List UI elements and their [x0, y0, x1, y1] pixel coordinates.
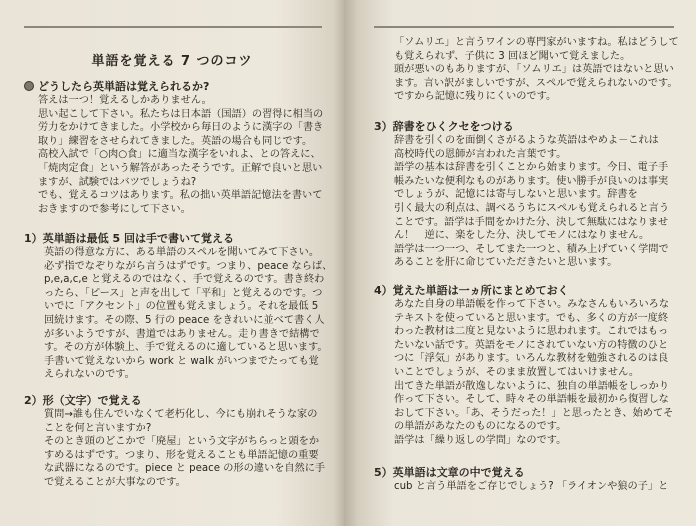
bullet-icon: [24, 81, 34, 91]
text-line: いことでしょうが、そのまま放置してはいけません。: [394, 366, 640, 378]
text-line: 必ず指でなぞりながら言うはずです。つまり、peace ならば、: [44, 260, 333, 272]
section-1-heading: 1）英単語は最低 5 回は手で書いて覚える: [24, 232, 234, 245]
text-line: 語学は「繰り返しの学問」なのです。: [394, 434, 567, 446]
top-rule: [24, 26, 322, 28]
text-line: 出てきた単語が散逸しないように、独自の単語帳をしっかり: [394, 380, 670, 392]
text-line: えられないのです。: [44, 369, 135, 381]
text-line: 高校入試で「○肉○食」に適当な漢字をいれよ、との答えに、: [38, 149, 321, 161]
text-line: 辞書を引くのを面倒くさがるような英語はやめよ－これは: [394, 135, 659, 146]
text-line: cub と言う単語をご存じでしょう? 「ライオンや狼の子」と: [394, 481, 669, 492]
text-line: ますが、試験ではバツでしょうね?: [38, 176, 197, 188]
continued-text: [394, 36, 679, 104]
text-line: ですから記憶に残りにくいのです。: [394, 91, 557, 103]
text-line: でも、覚えるコツはあります。私の拙い英単語記憶法を書いて: [38, 190, 323, 202]
text-line: 頭が悪いのもありますが、「ソムリエ」は英語ではないと思い: [394, 64, 674, 76]
section-1: [24, 232, 332, 382]
text-line: ったら、「ピース」と声を出して「平和」と覚えるのです。つ: [44, 287, 323, 299]
text-line: 労力をかけてきました。小学校から毎日のように漢字の「書き: [38, 122, 324, 134]
section-4-heading: 4）覚えた単語は一ヵ所にまとめておく: [374, 284, 569, 297]
section-2-heading: 2）形（文字）で覚える: [24, 394, 142, 407]
text-line: p,e,a,c,e と覚えるのではなく、手で覚えるのです。書き終わ: [44, 274, 325, 286]
text-line: ん！ 逆に、楽をした分、決してモノにはなりません。: [394, 230, 650, 242]
left-page: [0, 0, 344, 526]
text-line: でしょうが、記憶には寄与しないと思います。辞書を: [394, 189, 638, 201]
text-line: あなた自身の単語帳を作って下さい。みなさんもいろいろな: [394, 299, 670, 310]
top-rule: [374, 26, 674, 28]
text-line: 質問→誰も住んでいなくて老朽化し、今にも崩れそうな家の: [44, 409, 318, 420]
text-line: そのとき頭のどこかで「廃屋」という文字がちらっと頭をか: [44, 436, 320, 448]
text-line: 取り」練習をさせられてきました。英語の場合も同じです。: [38, 135, 313, 147]
text-line: おして下さい。「あ、そうだった！」と思ったとき、始めてそ: [394, 407, 674, 419]
text-line: わった教材は二度と見ないように思われます。これではもっ: [394, 326, 669, 338]
text-line: 回続けます。その際、5 行の peace をきれいに並べて書く人: [44, 314, 325, 326]
section-2: [24, 394, 325, 490]
text-line: が多いようですが、書道ではありません。走り書きで結構で: [44, 328, 320, 340]
text-line: 思い起こして下さい。私たちは日本語（国語）の習得に相当の: [38, 108, 324, 120]
text-line: す。その方が体験上、手で覚えるのに適していると思います。: [44, 342, 328, 354]
right-page: [344, 0, 696, 526]
text-line: 高校時代の恩師が言われた言葉です。: [394, 148, 567, 160]
intro-heading-text: どうしたら英単語は覚えられるか?: [38, 80, 210, 93]
text-line: 作って下さい。そして、時々その単語帳を最初から復習しな: [394, 394, 669, 406]
text-line: テキストを使っていると思います。でも、多くの方が一度終: [394, 312, 669, 324]
text-line: つに「浮気」があります。いろんな教材を勉強されるのは良: [394, 353, 669, 365]
text-line: 答えは一つ！覚えるしかありません。: [38, 95, 212, 106]
text-line: おきますので参考にして下さい。: [38, 203, 191, 215]
section-3: [374, 120, 669, 270]
section-3-heading: 3）辞書をひくクセをつける: [374, 120, 514, 133]
text-line: 帳みたいな便利なものがあります。使い勝手が良いのは事実: [394, 175, 669, 187]
text-line: ます。言い訳がましいですが、スペルで覚えられないのです。: [394, 77, 678, 89]
text-line: たいない話です。英語をモノにされていない方の特徴のひと: [394, 339, 669, 351]
section-5-heading: 5）英単語は文章の中で覚える: [374, 466, 525, 479]
text-line: も覚えられず、子供に 3 回ほど聞いて覚えました。: [394, 50, 631, 62]
text-line: ことを何と言いますか?: [44, 422, 152, 434]
text-line: で覚えることが大事なのです。: [44, 476, 186, 488]
intro-section: [24, 80, 323, 216]
text-line: いでに「アクセント」の位置も覚えましょう。それを最低 5: [44, 301, 319, 313]
text-line: 語学は一つ一つ、そしてまた一つと、積み上げていく学問で: [394, 243, 669, 255]
text-line: 手書いて覚えないから work と walk がいつまでたっても覚: [44, 355, 319, 367]
text-line: の単語があなたのものになるのです。: [394, 421, 567, 433]
text-line: な武器になるのです。piece と peace の形の違いを自然に手: [44, 463, 326, 475]
text-line: あることを肝に命じていただきたいと思います。: [394, 257, 618, 269]
text-line: 語学の基本は辞書を引くことから始まります。今日、電子手: [394, 162, 669, 174]
text-line: 「焼肉定食」という解答があったそうです。正解で良いと思い: [38, 162, 323, 174]
intro-heading: [24, 80, 323, 94]
section-5: [374, 466, 668, 494]
text-line: 英語の得意な方に、ある単語のスペルを聞いてみて下さい。: [44, 247, 320, 258]
page-title: 単語を覚える 7 つのコツ: [91, 54, 253, 69]
text-line: ことです。語学は手間をかけた分、決して無駄にはなりませ: [394, 216, 669, 228]
text-line: すめるはずです。つまり、形を覚えることも単語記憶の重要: [44, 449, 319, 461]
section-4: [374, 284, 673, 448]
text-line: 「ソムリエ」と言うワインの専門家がいますね。私はどうして: [394, 37, 679, 48]
text-line: 引く最大の利点は、調べるうちにスペルも覚えられると言う: [394, 202, 670, 214]
